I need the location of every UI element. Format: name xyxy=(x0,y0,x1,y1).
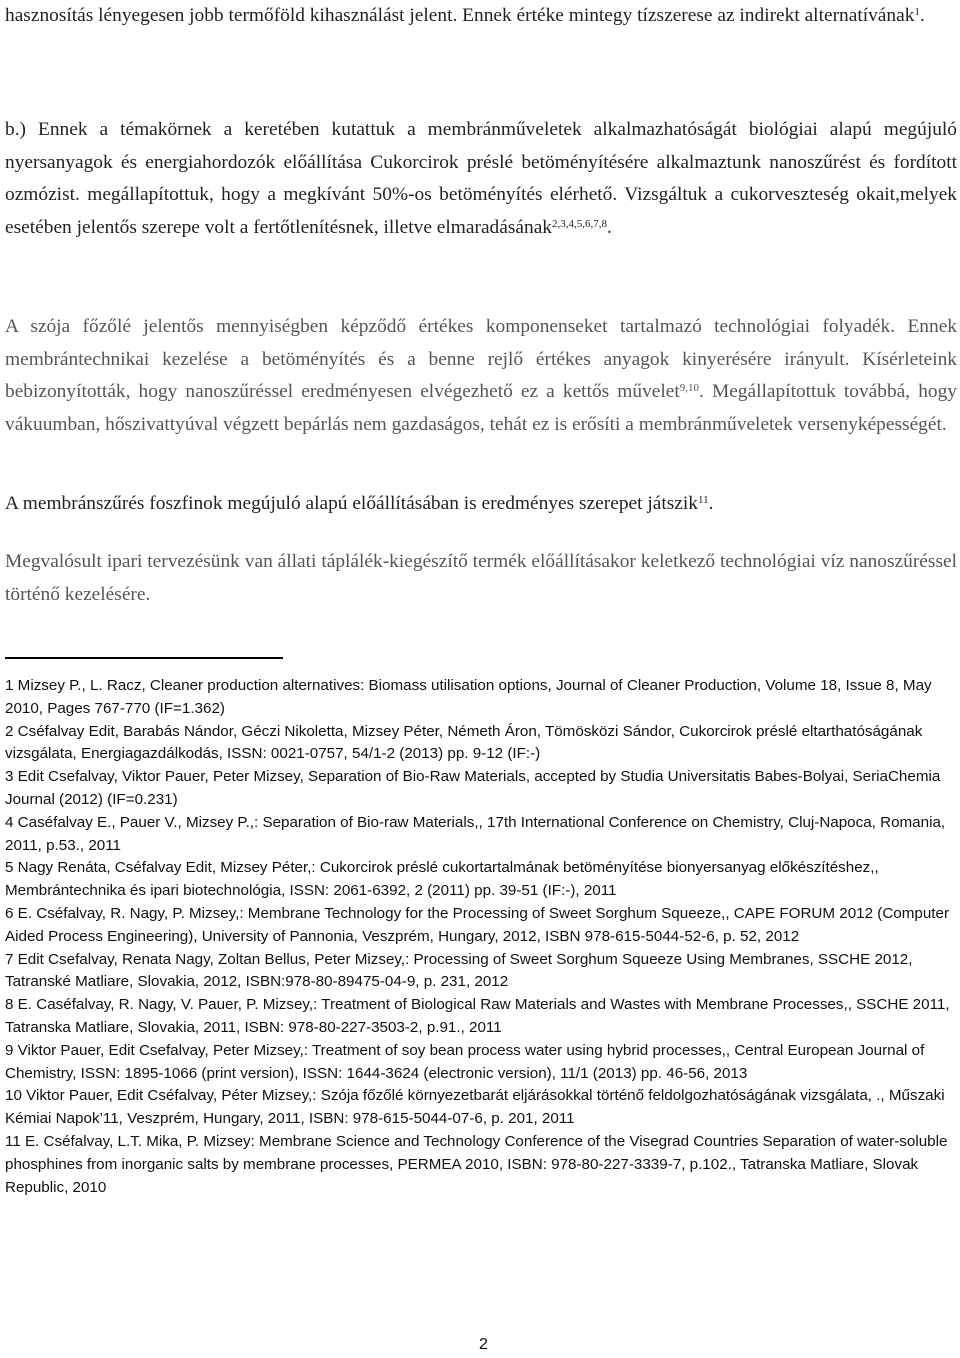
reference-item: 3 Edit Csefalvay, Viktor Pauer, Peter Mizsey, Separation of Bio-Raw Materials, accepted by Studia Universitatis Babes-Bolyai, SeriaChemia Journal (2012) (IF=0.231) xyxy=(5,768,941,808)
footnote-marker: 11 xyxy=(697,493,709,506)
reference-item: 10 Viktor Pauer, Edit Cséfalvay, Péter Mizsey,: Szója főzőlé környezetbarát eljárásokkal történő feldolgozhatóságának vizsgálata, ., Műszaki Kémiai Napok’11, Veszprém, Hungary, 2011, ISBN: 978-615-5044-07-6, p. 201, 2011 xyxy=(5,1087,945,1128)
reference-item: 8 E. Caséfalvay, R. Nagy, V. Pauer, P. Mizsey,: Treatment of Biological Raw Materials and Wastes with Membrane Processes,, SSCHE 2011, Tatranska Matliare, Slovakia, 2011, ISBN: 978-80-227-3503-2, p.91., 2011 xyxy=(5,996,950,1036)
paragraph-text: hasznosítás lényegesen jobb termőföld kihasználást jelent. Ennek értéke mintegy tízszerese az indirekt alternatívának xyxy=(5,5,915,26)
paragraph-text: A szója főzőlé jelentős mennyiségben képződő értékes komponenseket tartalmazó technológiai folyadék. Ennek membrántechnikai kezelése a betöményítés és a benne rejlő értékes anyagok kinyerésére irányult. Kísérleteink bebizonyították, hogy nanoszűréssel eredményesen elvégezhető ez a kettős művelet xyxy=(5,316,957,402)
footnote-marker: 9,10 xyxy=(679,381,700,394)
paragraph-soy-process xyxy=(5,311,957,441)
reference-item: 11 E. Cséfalvay, L.T. Mika, P. Mizsey: Membrane Science and Technology Conference of the Visegrad Countries Separation of water-soluble phosphines from inorganic salts by membrane processes, PERMEA 2010, ISBN: 978-80-227-3339-7, p.102., Tatranska Matliare, Slovak Republic, 2010 xyxy=(5,1132,948,1196)
footnote-marker: 1 xyxy=(914,5,920,18)
footnote-separator xyxy=(5,657,283,659)
paragraph-end: . xyxy=(708,493,714,514)
reference-list xyxy=(5,675,957,1199)
paragraph-end: . Megállapítottuk továbbá, hogy vákuumban, hőszivattyúval végzett bepárlás nem gazdaságos, tehát ez is erősíti a membránműveletek versenyképességét. xyxy=(5,381,958,435)
paragraph-land-use xyxy=(5,0,957,33)
paragraph-phosphines xyxy=(5,488,957,521)
reference-item: 9 Viktor Pauer, Edit Csefalvay, Peter Mizsey,: Treatment of soy bean process water using hybrid processes,, Central European Journal of Chemistry, ISSN: 1895-1066 (print version), ISSN: 1644-3624 (electronic version), 11/1 (2013) pp. 46-56, 2013 xyxy=(5,1041,925,1082)
reference-item: 5 Nagy Renáta, Cséfalvay Edit, Mizsey Péter,: Cukorcirok préslé cukortartalmának betöményítése bionyersanyag előkészítéshez,, Membrántechnika és ipari biotechnológia, ISSN: 2061-6392, 2 (2011) pp. 39-51 (IF:-), 2011 xyxy=(5,859,879,900)
paragraph-text: A membránszűrés foszfinok megújuló alapú előállításában is eredményes szerepet játszik xyxy=(5,493,698,514)
page-number: 2 xyxy=(479,1336,488,1353)
footnote-marker: 2,3,4,5,6,7,8 xyxy=(552,217,607,230)
reference-item: 4 Caséfalvay E., Pauer V., Mizsey P.,: Separation of Bio-raw Materials,, 17th International Conference on Chemistry, Cluj-Napoca, Romania, 2011, p.53., 2011 xyxy=(5,813,946,854)
paragraph-text: b.) Ennek a témakörnek a keretében kutattuk a membránműveletek alkalmazhatóságát biológiai alapú megújuló nyersanyagok és energiahordozók előállítása Cukorcirok préslé betöményítésére alkalmaztunk nanoszűrést és fordított ozmózist. megállapítottuk, hogy a megkívánt 50%-os betöményítés elérhető. Vizsgáltuk a cukorveszteség okait,melyek esetében jelentős szerepe volt a fertőtlenítésnek, illetve elmaradásának xyxy=(5,119,957,238)
paragraph-membrane-operations xyxy=(5,114,957,244)
paragraph-end: . xyxy=(607,216,612,238)
paragraph-industrial-design: Megvalósult ipari tervezésünk van állati táplálék-kiegészítő termék előállításakor keletkező technológiai víz nanoszűréssel történő kezelésére. xyxy=(5,551,957,605)
reference-item: 7 Edit Csefalvay, Renata Nagy, Zoltan Bellus, Peter Mizsey,: Processing of Sweet Sorghum Squeeze Using Membranes, SSCHE 2012, Tatranské Matliare, Slovakia, 2012, ISBN:978-80-89475-04-9, p. 231, 2012 xyxy=(5,950,913,991)
reference-item: 1 Mizsey P., L. Racz, Cleaner production alternatives: Biomass utilisation options, Journal of Cleaner Production, Volume 18, Issue 8, May 2010, Pages 767-770 (IF=1.362) xyxy=(5,677,932,717)
reference-item: 6 E. Cséfalvay, R. Nagy, P. Mizsey,: Membrane Technology for the Processing of Sweet Sorghum Squeeze,, CAPE FORUM 2012 (Computer Aided Process Engineering), University of Pannonia, Veszprém, Hungary, 2012, ISBN 978-615-5044-52-6, p. 52, 2012 xyxy=(5,904,950,945)
reference-item: 2 Cséfalvay Edit, Barabás Nándor, Géczi Nikoletta, Mizsey Péter, Németh Áron, Tömösközi Sándor, Cukorcirok préslé eltarthatóságának vizsgálata, Energiagazdálkodás, ISSN: 0021-0757, 54/1-2 (2013) pp. 9-12 (IF:-) xyxy=(5,722,923,763)
paragraph-end: . xyxy=(919,5,925,26)
